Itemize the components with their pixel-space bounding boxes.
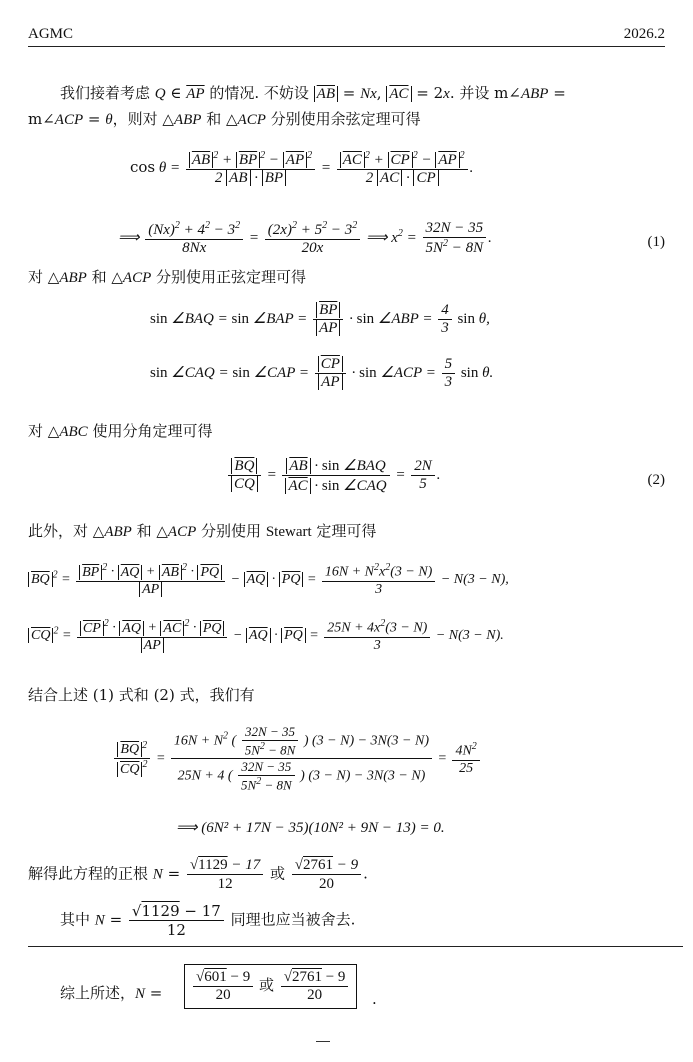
para4: 此外，对 △ABP 和 △ACP 分别使用 Stewart 定理可得 [28, 522, 377, 540]
header-right: 2026.2 [623, 26, 665, 42]
equation-2: $\frac{\overline{BQ}}{CQ}$ = $\frac{\overline{AB} \cdot \sin \angle BAQ}{\overline{AC} \cdot \sin \angle CAQ}$ = $\frac{2N}{5}$ . [226, 456, 441, 495]
para3: 对 △ABC 使用分角定理可得 [28, 422, 213, 440]
para1-line1: 我们接着考虑 Q ∈ $\overline{AP}$ 的情况. 不妨设 $\overline{AB} = Nx$, $\overline{AC} = 2x$. 并设 m∠ABP = [60, 84, 566, 102]
equation-cosine: cos θ = $\frac{\overline{AB} ^2 + \overline{BP} ^2 - \overline{AP} ^2}{2 \overline{AB} \cdot \overline{BP}}$ = $\frac{\overline{AC} ^2 + \overline{CP} ^2 - \overline{AP} ^2}{2 \overline{AC} \cdot \overline{CP}}$ . [130, 150, 474, 186]
conclusion-box: $\frac{√601 - 9}{20}$ 或 $\frac{√2761 - 9}{20}$ [184, 964, 357, 1009]
equation-2-tag: (2) [647, 472, 665, 488]
para5: 结合上述 (1) 式和 (2) 式，我们有 [28, 686, 255, 704]
equation-sine-1: sin ∠BAQ = sin ∠BAP = $\frac{\overline{BP}}{AP}$ · sin ∠ABP = $\frac{4}{3}$ sin θ, [150, 302, 490, 336]
para2: 对 △ABP 和 △ACP 分别使用正弦定理可得 [28, 268, 307, 286]
conclusion-period: . [372, 990, 377, 1008]
para7: 其中 N = $\frac{√1129 - 17}{12}$ 同理也应当被舍去. [60, 902, 356, 939]
page-number-mark [316, 1041, 330, 1042]
conclusion-prefix: 综上所述，N = [60, 984, 163, 1002]
equation-stewart-1: $\overline{BQ}$ $^2$ = $\frac{\overline{BP} ^2 \cdot \overline{AQ} + \overline{AB} ^2 \cdot \overline{PQ}}{AP}$ − $\overline{AQ} \cdot \overline{PQ}$ = $\frac{16N + N^2x^2(3 - N)}{3}$ − N(3 − N), [28, 562, 509, 598]
para6: 解得此方程的正根 N = $\frac{√1129 - 17}{12}$ 或 $\frac{√2761 - 9}{20}$ . [28, 857, 368, 892]
header-left: AGMC [28, 26, 74, 42]
equation-combined: $\frac{\overline{BQ} ^2}{\overline{CQ} ^2}$ = $16N + N^2$ ( $\frac{32N - 35}{5N^2 - 8N}$ ) (3 − N) − 3N(3 − N) 25N + 4 ( $\frac{32N - 35}{5N^2 - 8N}$ ) (3 − N) − 3N(3 − N) = $\frac{4N^2}{25}$ [112, 724, 482, 794]
section-divider [28, 946, 683, 947]
equation-polynomial: ⟹ (6N² + 17N − 35)(10N² + 9N − 13) = 0. [176, 820, 445, 836]
page-header [28, 24, 665, 47]
equation-stewart-2: $\overline{CQ}$ $^2$ = $\frac{\overline{CP} ^2 \cdot \overline{AQ} + \overline{AC} ^2 \cdot \overline{PQ}}{AP}$ − $\overline{AQ} \cdot \overline{PQ}$ = $\frac{25N + 4x^2(3 - N)}{3}$ − N(3 − N). [28, 618, 504, 654]
equation-1: ⟹ $\frac{(Nx)^2 + 4^2 - 3^2}{8Nx}$ = $\frac{(2x)^2 + 5^2 - 3^2}{20x}$ ⟹ $x^2$ = $\frac{32N - 35}{5N^2 - 8N}$ . [118, 220, 492, 256]
equation-1-tag: (1) [647, 234, 665, 250]
equation-sine-2: sin ∠CAQ = sin ∠CAP = $\frac{\overline{CP}}{AP}$ · sin ∠ACP = $\frac{5}{3}$ sin θ. [150, 356, 494, 390]
para1-line2: m∠ACP = θ，则对 △ABP 和 △ACP 分别使用余弦定理可得 [28, 110, 421, 128]
